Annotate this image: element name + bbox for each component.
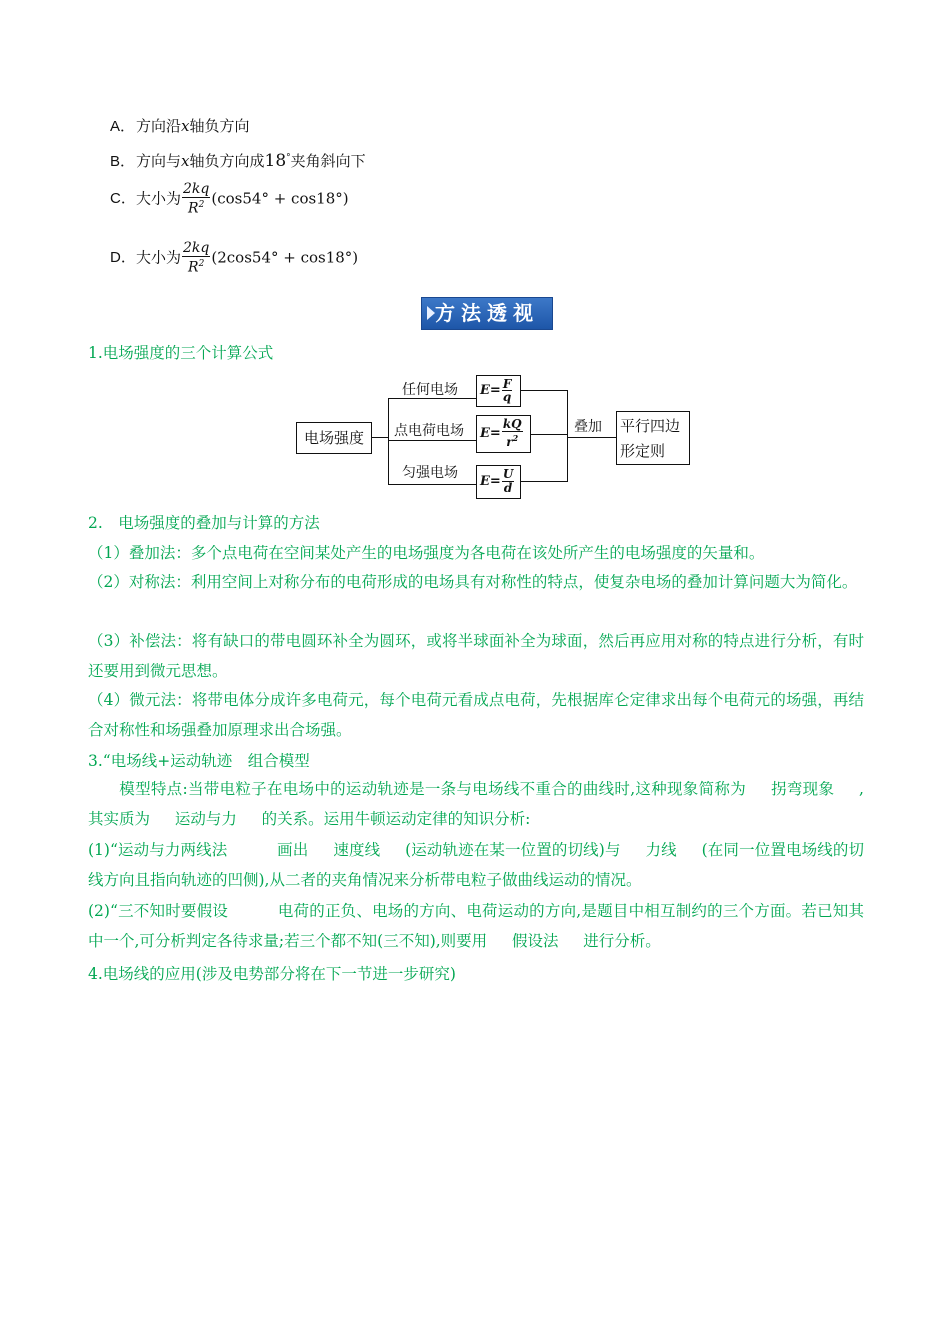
section3-paragraph-1: 模型特点:当带电粒子在电场中的运动轨迹是一条与电场线不重合的曲线时,这种现象简称为 拐弯现象 ,其实质为 运动与力 的关系。运用牛顿运动定律的知识分析:	[88, 780, 864, 828]
section1-title: 1.电场强度的三个计算公式	[88, 344, 274, 362]
formula-box: E= $\frac{kQ}{r^2}$	[476, 415, 531, 453]
method-2: （2）对称法：利用空间上对称分布的电荷形成的电场具有对称性的特点，使复杂电场的叠加计算问题大为简化。	[88, 573, 858, 591]
merge-label: 叠加	[574, 419, 602, 435]
root-box: 电场强度	[296, 422, 372, 454]
method-1: （1）叠加法：多个点电荷在空间某处产生的电场强度为各电荷在该处所产生的电场强度的矢量和。	[88, 544, 765, 562]
option-letter: C．	[110, 190, 136, 208]
connector	[388, 484, 476, 485]
branch-label: 任何电场	[402, 382, 458, 398]
formula-box: E= $\frac{U}{d}$	[476, 465, 521, 499]
connector	[567, 437, 617, 438]
connector	[388, 398, 476, 399]
section3-title: 3.“电场线+运动轨迹 组合模型	[88, 752, 310, 770]
option-letter: D．	[110, 249, 136, 267]
section3-paragraph-3: (2)“三不知时要假设 电荷的正负、电场的方向、电荷运动的方向,是题目中相互制约的三个方面。若已知其中一个,可分析判定各待求量;若三个都不知(三不知),则要用 假设法 进行分析。	[88, 902, 864, 950]
connector	[388, 440, 476, 441]
option-d: D．大小为 $\frac{2kq}{R^2}$ (2cos54° + cos18°)	[110, 240, 359, 276]
option-letter: A．	[110, 118, 136, 135]
fraction: $\frac{2kq}{R^2}$	[183, 240, 210, 276]
option-letter: B．	[110, 153, 136, 170]
fraction: $\frac{2kq}{R^2}$	[183, 181, 210, 217]
option-b: B．方向与x轴负方向成18°夹角斜向下	[110, 151, 366, 171]
connector	[567, 390, 568, 482]
formula-box: E= $\frac{F}{q}$	[476, 375, 521, 407]
connector	[531, 434, 568, 435]
connector	[521, 390, 568, 391]
section2-title: 2. 电场强度的叠加与计算的方法	[88, 514, 320, 532]
option-c: C．大小为 $\frac{2kq}{R^2}$ (cos54° + cos18°)	[110, 181, 349, 217]
method-banner: 方法透视	[421, 297, 553, 330]
branch-label: 点电荷电场	[394, 423, 464, 439]
section4-title: 4.电场线的应用(涉及电势部分将在下一节进一步研究)	[88, 965, 456, 983]
result-box: 平行四边 形定则	[616, 411, 690, 465]
method-4: （4）微元法：将带电体分成许多电荷元，每个电荷元看成点电荷，先根据库仑定律求出每个电荷元的场强，再结合对称性和场强叠加原理求出合场强。	[88, 691, 864, 739]
arrow-icon	[427, 306, 435, 320]
method-3: （3）补偿法：将有缺口的带电圆环补全为圆环，或将半球面补全为球面，然后再应用对称的特点进行分析，有时还要用到微元思想。	[88, 632, 864, 680]
section3-paragraph-2: (1)“运动与力两线法 画出 速度线 (运动轨迹在某一位置的切线)与 力线 (在同一位置电场线的切线方向且指向轨迹的凹侧),从二者的夹角情况来分析带电粒子做曲线运动的情况。	[88, 841, 864, 889]
connector	[372, 437, 389, 438]
option-a: A．方向沿x轴负方向	[110, 117, 250, 135]
connector	[521, 481, 568, 482]
branch-label: 匀强电场	[402, 465, 458, 481]
connector	[388, 398, 389, 485]
